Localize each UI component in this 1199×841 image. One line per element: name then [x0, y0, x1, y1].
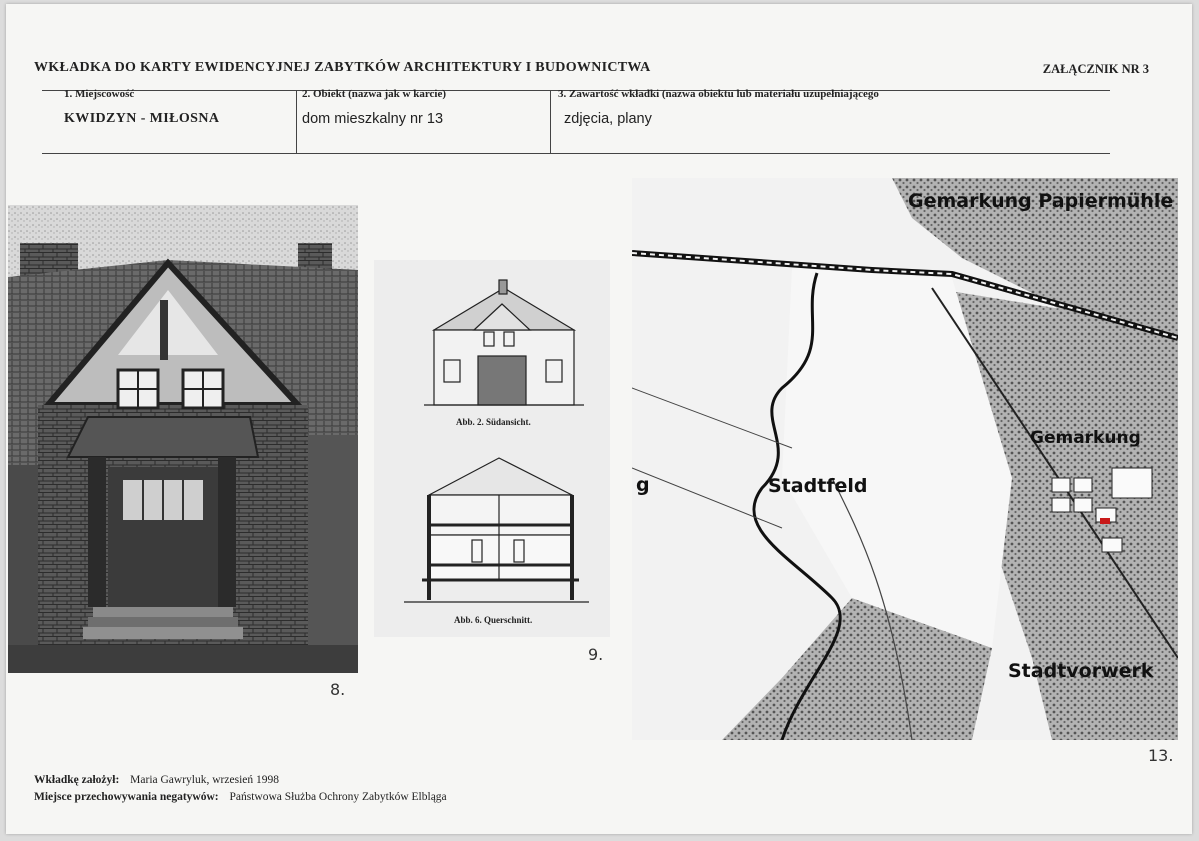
cross-section-drawing: [404, 458, 589, 602]
south-elevation-drawing: [424, 280, 584, 405]
form-title: WKŁADKA DO KARTY EWIDENCYJNEJ ZABYTKÓW ARCHITEKTURY I BUDOWNICTWA: [34, 60, 651, 75]
house-photo: [8, 205, 358, 673]
storage-row: [34, 791, 447, 803]
object-location-marker: [1100, 518, 1110, 524]
architectural-drawings: [374, 260, 610, 637]
map-label-stadtvorwerk: Stadtvorwerk: [1008, 660, 1154, 682]
contents-value: zdjęcia, plany: [564, 111, 652, 127]
locality-label: 1. Miejscowość: [64, 88, 135, 100]
site-map: [632, 178, 1178, 740]
map-label-gemarkung: Gemarkung: [1030, 428, 1141, 448]
object-value: dom mieszkalny nr 13: [302, 111, 444, 127]
map-label-edge: g: [636, 474, 650, 496]
locality-value: KWIDZYN - MIŁOSNA: [64, 111, 220, 126]
photo-number: 8.: [330, 680, 346, 699]
annex-number: ZAŁĄCZNIK NR 3: [1042, 62, 1149, 76]
map-number: 13.: [1148, 746, 1174, 765]
header-rule-bottom: [42, 153, 1110, 154]
map-label-papiermuhle: Gemarkung Papiermühle: [908, 190, 1174, 212]
storage-label: Miejsce przechowywania negatywów:: [34, 791, 219, 803]
column-divider-2: [550, 90, 551, 153]
column-divider-1: [296, 90, 297, 153]
caption-cross-section: Abb. 6. Querschnitt.: [454, 615, 533, 625]
author-label: Wkładkę założył:: [34, 774, 120, 786]
author-row: [34, 774, 279, 786]
storage-value: Państwowa Służba Ochrony Zabytków Elbląga: [229, 791, 447, 803]
object-label: 2. Obiekt (nazwa jak w karcie): [302, 88, 447, 100]
map-label-stadtfeld: Stadtfeld: [768, 475, 868, 497]
drawing-number: 9.: [588, 645, 604, 664]
caption-south-elevation: Abb. 2. Südansicht.: [456, 417, 531, 427]
contents-label: 3. Zawartość wkładki (nazwa obiektu lub materiału uzupełniającego: [558, 88, 879, 100]
author-value: Maria Gawryluk, wrzesień 1998: [130, 774, 279, 786]
